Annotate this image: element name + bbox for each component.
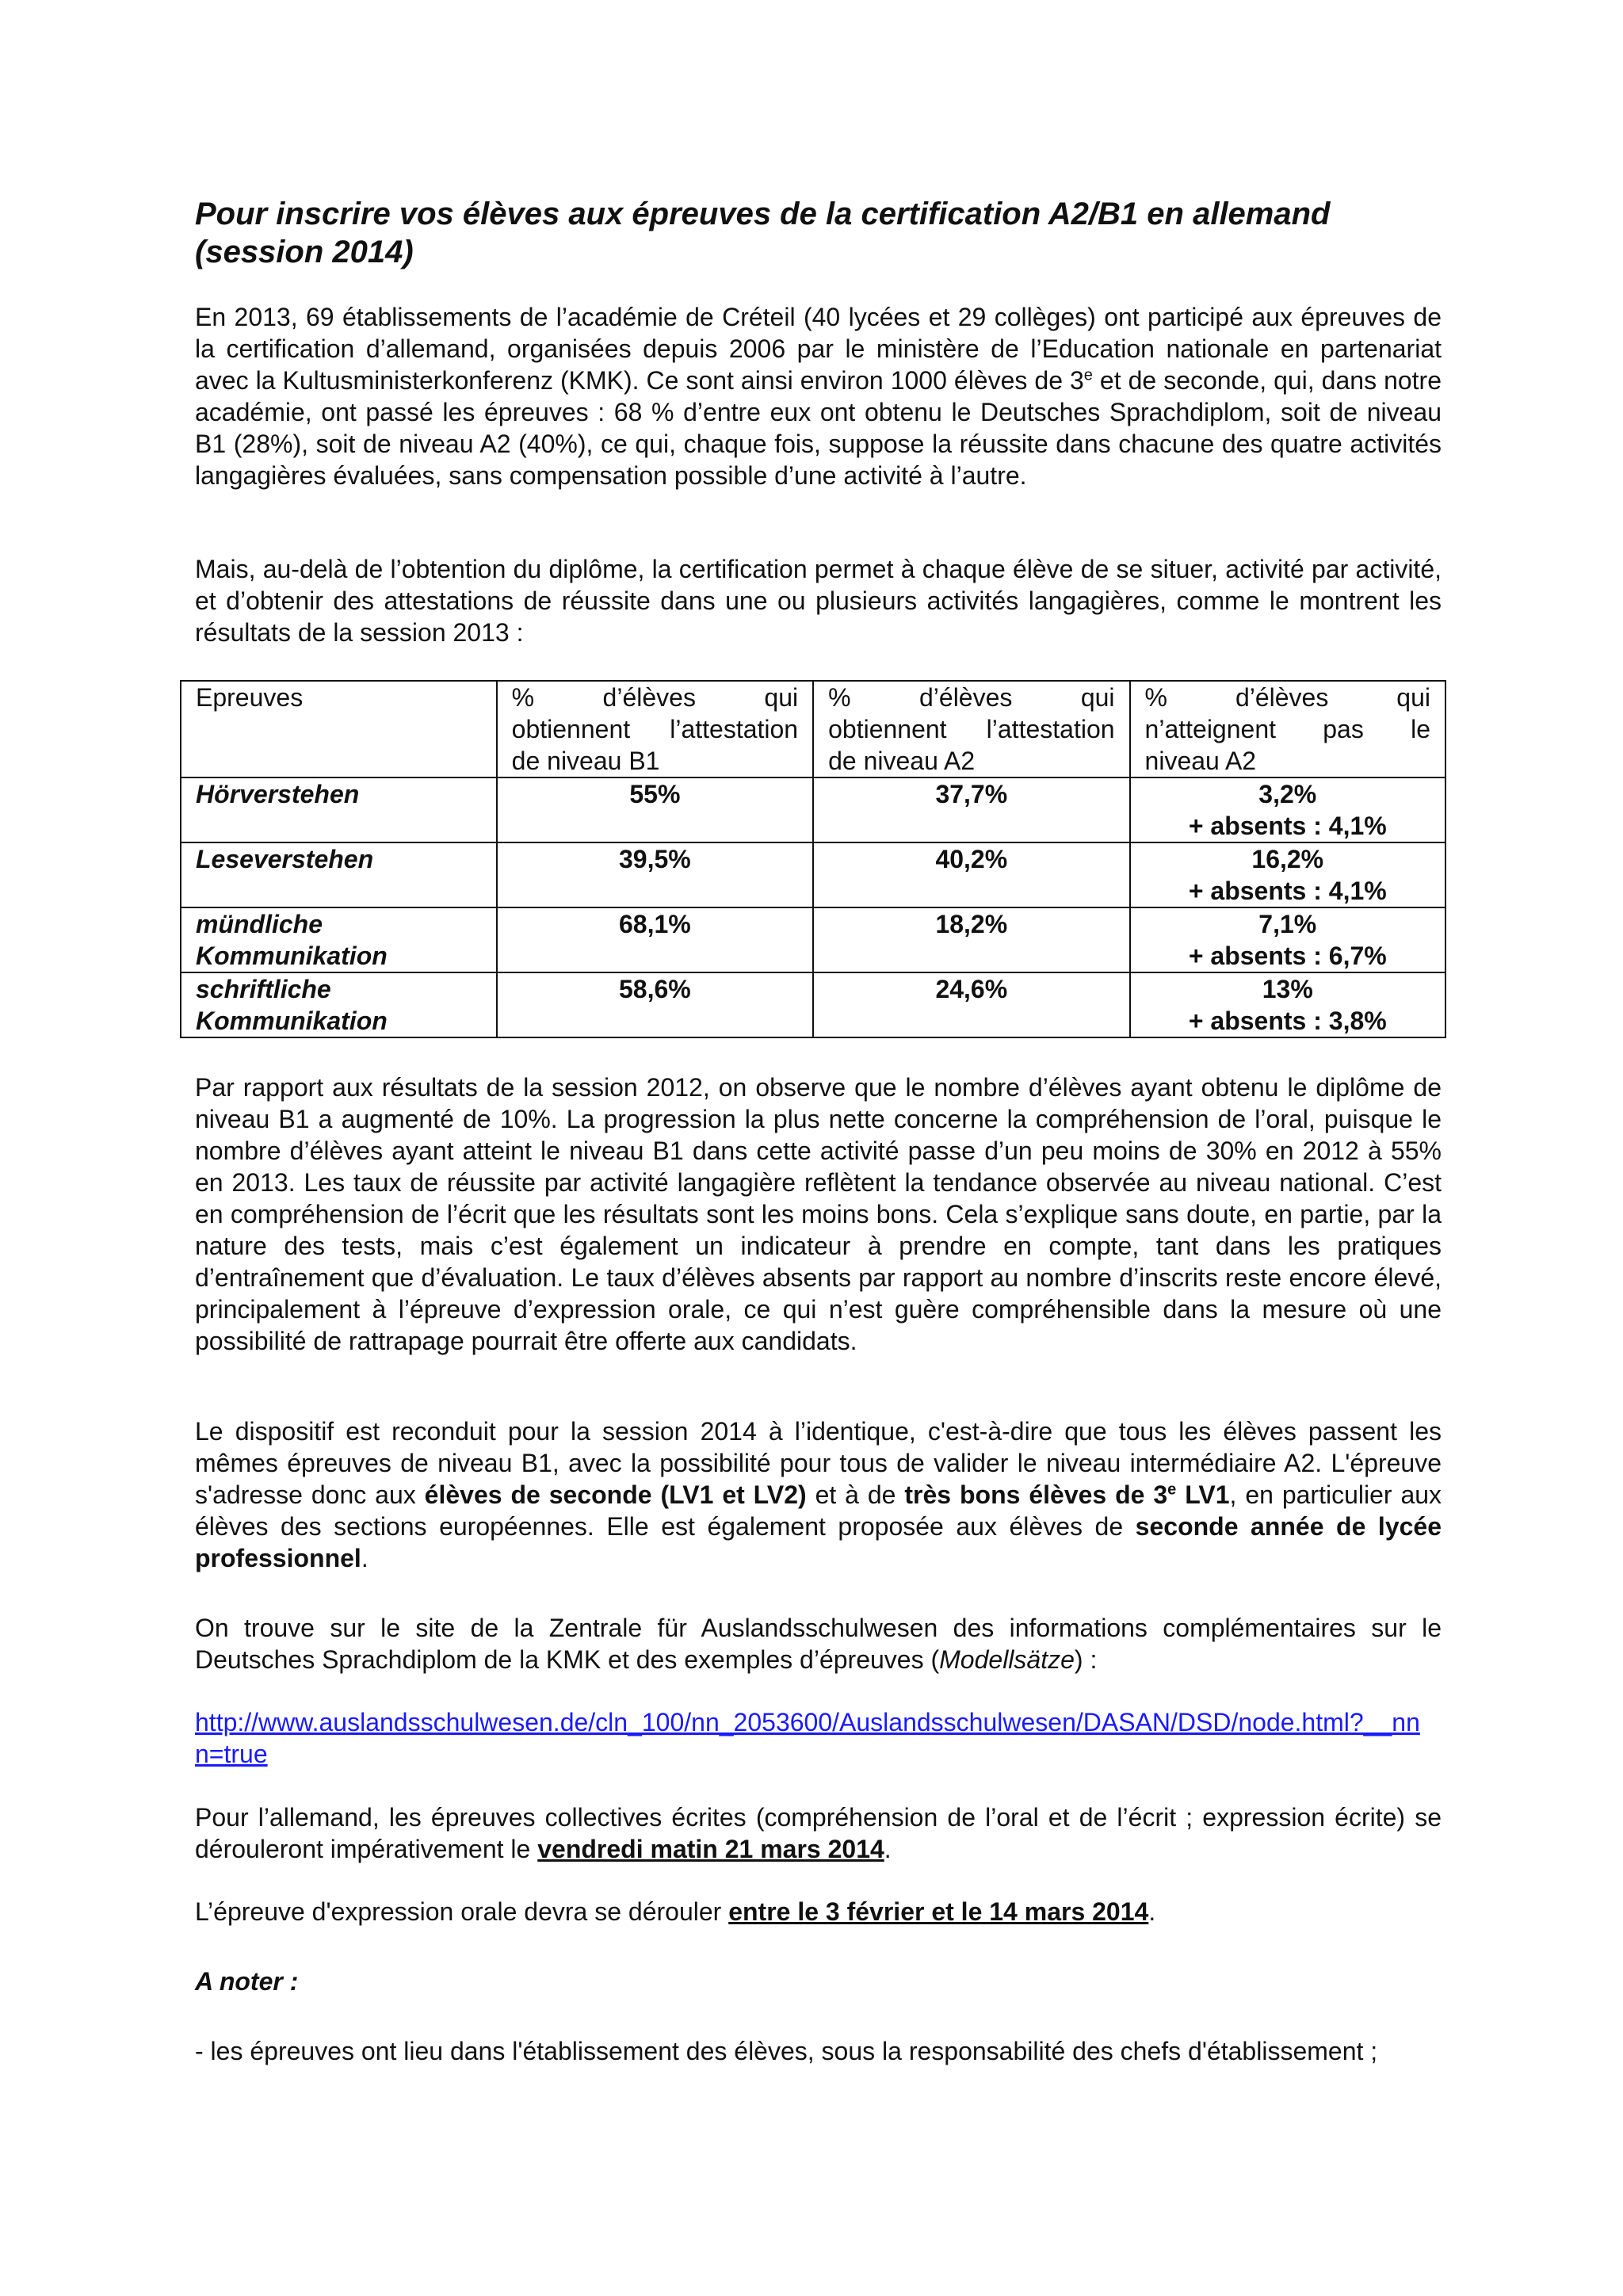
- table-row: [181, 907, 1445, 972]
- intro-paragraph: [195, 301, 1442, 491]
- header-b1: % d’élèves qui obtiennent l’attestation de niveau B1: [497, 681, 813, 777]
- auslandsschulwesen-link[interactable]: http://www.auslandsschulwesen.de/cln_100/nn_2053600/Auslandsschulwesen/DASAN/DSD/node.html?__nnn=true: [195, 1708, 1420, 1768]
- session-2014-paragraph: Le dispositif est reconduit pour la session 2014 à l’identique, c'est-à-dire que tous les élèves passent les mêmes épreuves de niveau B1, avec la possibilité pour tous de valider le niveau intermédiaire A2. L'épreuve s'adresse donc aux élèves de seconde (LV1 et LV2) et à de très bons élèves de 3e LV1, en particulier aux élèves des sections européennes. Elle est également proposée aux élèves de seconde année de lycée professionnel.: [195, 1417, 1442, 1572]
- header-a2: % d’élèves qui obtiennent l’attestation de niveau A2: [813, 681, 1129, 777]
- note-heading: A noter :: [195, 1967, 299, 1996]
- header-not-a2: % d’élèves qui n’atteignent pas le niveau A2: [1130, 681, 1445, 777]
- table-row: [181, 777, 1445, 842]
- cell-a2: 37,7%: [813, 777, 1129, 842]
- written-exam-date-paragraph: Pour l’allemand, les épreuves collectives écrites (compréhension de l’oral et de l’écrit ; expression écrite) se dérouleront impérativement le vendredi matin 21 mars 2014.: [195, 1803, 1442, 1863]
- row-label: schriftliche Kommunikation: [181, 972, 497, 1037]
- table-row: [181, 842, 1445, 907]
- cell-b1: 58,6%: [497, 972, 813, 1037]
- header-epreuves: Epreuves: [181, 681, 497, 777]
- results-intro-paragraph: Mais, au-delà de l’obtention du diplôme, la certification permet à chaque élève de se situer, activité par activité, et d’obtenir des attestations de réussite dans une ou plusieurs activités langagières, comme le montrent les résultats de la session 2013 :: [195, 555, 1442, 647]
- cell-a2: 24,6%: [813, 972, 1129, 1037]
- cell-a2: 40,2%: [813, 842, 1129, 907]
- row-label: Leseverstehen: [181, 842, 497, 907]
- table-row: [181, 972, 1445, 1037]
- analysis-paragraph: Par rapport aux résultats de la session 2012, on observe que le nombre d’élèves ayant obtenu le diplôme de niveau B1 a augmenté de 10%. La progression la plus nette concerne la compréhension de l’oral, puisque le nombre d’élèves ayant atteint le niveau B1 dans cette activité passe d’un peu moins de 30% en 2012 à 55% en 2013. Les taux de réussite par activité langagière reflètent la tendance observée au niveau national. C’est en compréhension de l’écrit que les résultats sont les moins bons. Cela s’explique sans doute, en partie, par la nature des tests, mais c’est également un indicateur à prendre en compte, tant dans les pratiques d’entraînement que d’évaluation. Le taux d’élèves absents par rapport au nombre d’inscrits reste encore élevé, principalement à l’épreuve d’expression orale, ce qui n’est guère compréhensible dans la mesure où une possibilité de rattrapage pourrait être offerte aux candidats.: [195, 1073, 1442, 1355]
- info-paragraph: On trouve sur le site de la Zentrale für Auslandsschulwesen des informations complémentaires sur le Deutsches Sprachdiplom de la KMK et des exemples d’épreuves (Modellsätze) :: [195, 1614, 1442, 1674]
- cell-b1: 55%: [497, 777, 813, 842]
- cell-a2: 18,2%: [813, 907, 1129, 972]
- cell-not-a2: 3,2% + absents : 4,1%: [1130, 777, 1445, 842]
- cell-b1: 68,1%: [497, 907, 813, 972]
- cell-b1: 39,5%: [497, 842, 813, 907]
- oral-exam-date-paragraph: L’épreuve d'expression orale devra se dérouler entre le 3 février et le 14 mars 2014.: [195, 1897, 1156, 1926]
- cell-not-a2: 13% + absents : 3,8%: [1130, 972, 1445, 1037]
- page-title: Pour inscrire vos élèves aux épreuves de la certification A2/B1 en allemand (session 2014): [195, 197, 1331, 269]
- text: En 2013, 69 établissements de l’académie de Créteil (40 lycées et 29 collèges) ont participé aux épreuves de la certification d’allemand, organisées depuis 2006 par le ministère de l’Education nationale en partenariat avec la Kultusministerkonferenz (KMK). Ce sont ainsi environ 1000 élèves de 3: [195, 303, 1442, 395]
- link-paragraph: [195, 1706, 1431, 1770]
- row-label: Hörverstehen: [181, 777, 497, 842]
- table-header-row: [181, 681, 1445, 777]
- cell-not-a2: 16,2% + absents : 4,1%: [1130, 842, 1445, 907]
- results-table: [180, 680, 1446, 1038]
- superscript: e: [1083, 366, 1093, 384]
- row-label: mündliche Kommunikation: [181, 907, 497, 972]
- text: et de seconde, qui, dans notre académie, ont passé les épreuves : 68 % d’entre eux ont obtenu le Deutsches Sprachdiplom, soit de niveau B1 (28%), soit de niveau A2 (40%), ce qui, chaque fois, suppose la réussite dans chacune des quatre activités langagières évaluées, sans compensation possible d’une activité à l’autre.: [195, 366, 1442, 490]
- cell-not-a2: 7,1% + absents : 6,7%: [1130, 907, 1445, 972]
- note-item: - les épreuves ont lieu dans l'établissement des élèves, sous la responsabilité des chefs d'établissement ;: [195, 2037, 1378, 2065]
